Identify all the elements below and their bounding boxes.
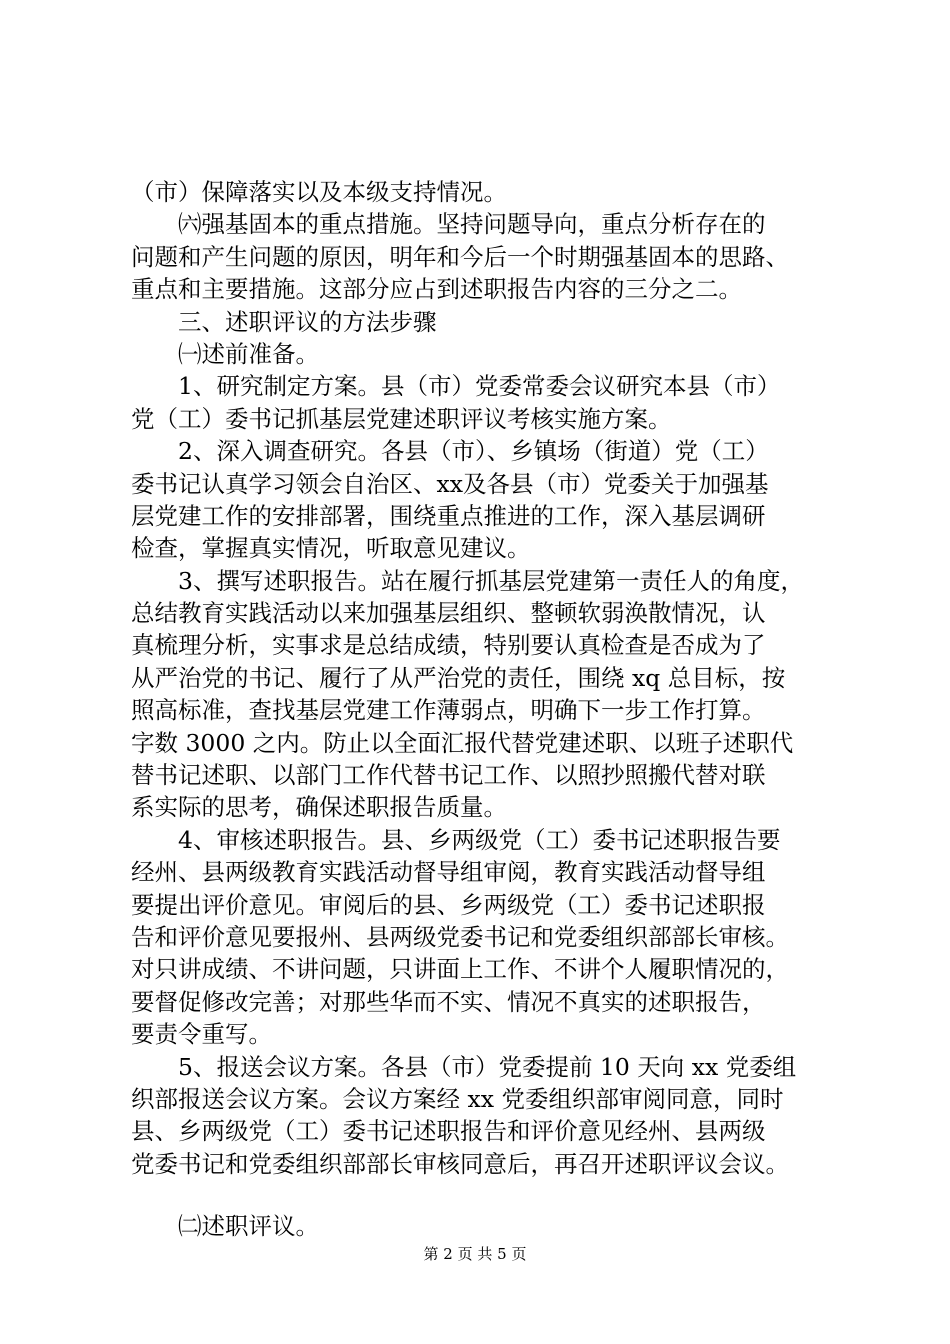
text-line: 替书记述职、以部门工作代替书记工作、以照抄照搬代替对联 bbox=[131, 761, 766, 790]
text-line: 经州、县两级教育实践活动督导组审阅，教育实践活动督导组 bbox=[131, 858, 766, 887]
text-line: 党（工）委书记抓基层党建述职评议考核实施方案。 bbox=[131, 404, 672, 433]
text-line: （市）保障落实以及本级支持情况。 bbox=[131, 178, 507, 206]
text-line: 县、乡两级党（工）委书记述职报告和评价意见经州、县两级 bbox=[131, 1117, 766, 1146]
page-footer: 第 2 页 共 5 页 bbox=[423, 1245, 527, 1263]
text-line: 要提出评价意见。审阅后的县、乡两级党（工）委书记述职报 bbox=[131, 890, 766, 919]
paragraph-gap bbox=[131, 1180, 831, 1210]
text-line: 检查，掌握真实情况，听取意见建议。 bbox=[131, 534, 531, 563]
text-line: 3、撰写述职报告。站在履行抓基层党建第一责任人的角度， bbox=[178, 566, 804, 595]
text-line: 系实际的思考，确保述职报告质量。 bbox=[131, 793, 507, 822]
text-line: 5、报送会议方案。各县（市）党委提前 10 天向 xx 党委组 bbox=[178, 1052, 797, 1081]
text-line: 总结教育实践活动以来加强基层组织、整顿软弱涣散情况，认 bbox=[131, 599, 766, 628]
text-line: 2、深入调查研究。各县（市）、乡镇场（街道）党（工） bbox=[178, 437, 769, 466]
text-line: 对只讲成绩、不讲问题，只讲面上工作、不讲个人履职情况的， bbox=[131, 955, 789, 984]
text-line: 党委书记和党委组织部部长审核同意后，再召开述职评议会议。 bbox=[131, 1149, 789, 1178]
text-line: 真梳理分析，实事求是总结成绩，特别要认真检查是否成为了 bbox=[131, 631, 766, 660]
text-line: 问题和产生问题的原因，明年和今后一个时期强基固本的思路、 bbox=[131, 242, 789, 271]
text-line: ㈥强基固本的重点措施。坚持问题导向，重点分析存在的 bbox=[178, 210, 766, 239]
text-line: 三、述职评议的方法步骤 bbox=[178, 307, 437, 336]
text-line: 层党建工作的安排部署，围绕重点推进的工作，深入基层调研 bbox=[131, 501, 766, 530]
text-line: 从严治党的书记、履行了从严治党的责任，围绕 xq 总目标，按 bbox=[131, 663, 786, 692]
text-line: 字数 3000 之内。防止以全面汇报代替党建述职、以班子述职代 bbox=[131, 728, 794, 757]
text-line: 照高标准，查找基层党建工作薄弱点，明确下一步工作打算。 bbox=[131, 696, 766, 725]
document-body bbox=[131, 176, 831, 1243]
text-line: 织部报送会议方案。会议方案经 xx 党委组织部审阅同意，同时 bbox=[131, 1084, 784, 1113]
text-line: 要督促修改完善；对那些华而不实、情况不真实的述职报告， bbox=[131, 987, 766, 1016]
text-line: 重点和主要措施。这部分应占到述职报告内容的三分之二。 bbox=[131, 275, 742, 304]
text-line: 告和评价意见要报州、县两级党委书记和党委组织部部长审核。 bbox=[131, 922, 789, 951]
text-line: 1、研究制定方案。县（市）党委常委会议研究本县（市） bbox=[178, 372, 781, 401]
text-line: ㈡述职评议。 bbox=[178, 1212, 319, 1241]
text-line: 委书记认真学习领会自治区、xx及各县（市）党委关于加强基 bbox=[131, 469, 769, 498]
text-line: 要责令重写。 bbox=[131, 1020, 272, 1049]
text-line: ㈠述前准备。 bbox=[178, 339, 319, 368]
text-line: 4、审核述职报告。县、乡两级党（工）委书记述职报告要 bbox=[178, 825, 781, 854]
